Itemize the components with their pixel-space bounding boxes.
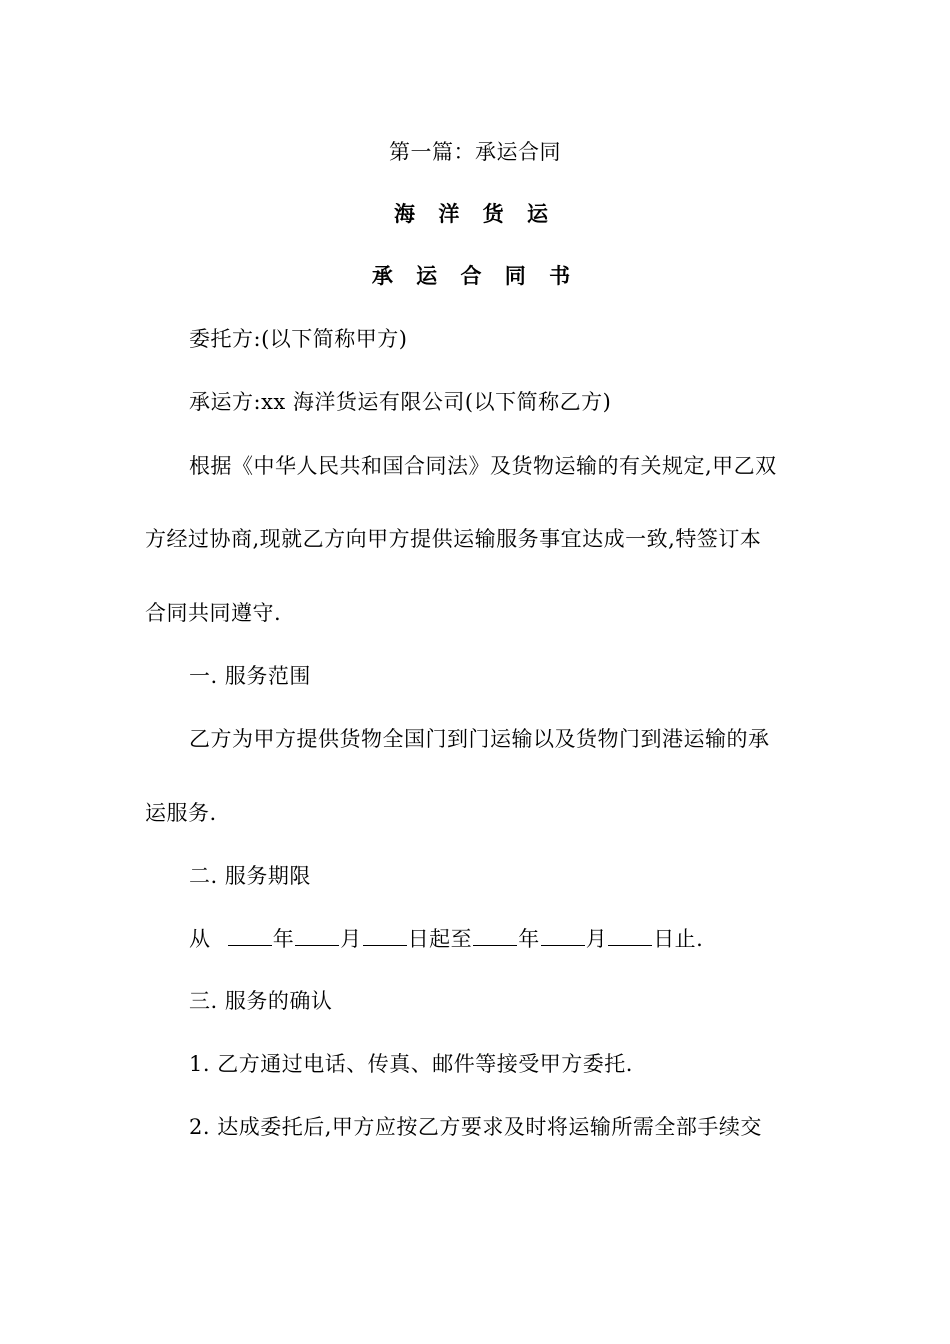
section2-heading: 二. 服务期限 [189, 864, 311, 888]
document-header: 第一篇：承运合同 [389, 140, 561, 164]
section3-item-2: 2. 达成委托后,甲方应按乙方要求及时将运输所需全部手续交 [189, 1115, 762, 1139]
end-month-label: 月 [585, 927, 608, 951]
end-year-blank[interactable] [473, 925, 517, 946]
preamble-line-1: 根据《中华人民共和国合同法》及货物运输的有关规定,甲乙双 [189, 454, 777, 478]
start-month-label: 月 [340, 927, 362, 951]
preamble-line-2: 方经过协商,现就乙方向甲方提供运输服务事宜达成一致,特签订本 [145, 527, 762, 551]
document-title-line2: 承 运 合 同 书 [371, 263, 579, 288]
preamble-line-3: 合同共同遵守. [145, 601, 282, 625]
start-year-label: 年 [272, 927, 295, 951]
start-day-label: 日起至 [407, 927, 473, 951]
end-day-label: 日止. [653, 927, 704, 951]
start-year-blank[interactable] [228, 925, 272, 946]
start-day-blank[interactable] [363, 925, 407, 946]
section1-heading: 一. 服务范围 [189, 664, 311, 688]
document-title-line1: 海 洋 货 运 [394, 201, 556, 226]
service-period-line [189, 925, 703, 953]
section1-text-line-2: 运服务. [145, 801, 217, 825]
end-month-blank[interactable] [541, 925, 585, 946]
section3-item-1: 1. 乙方通过电话、传真、邮件等接受甲方委托. [189, 1052, 633, 1076]
consignor-line: 委托方:(以下简称甲方) [189, 327, 408, 351]
end-year-label: 年 [518, 927, 540, 951]
section1-text-line-1: 乙方为甲方提供货物全国门到门运输以及货物门到港运输的承 [189, 727, 770, 751]
section3-heading: 三. 服务的确认 [189, 989, 333, 1013]
period-from-label: 从 [189, 927, 211, 951]
carrier-line: 承运方:xx 海洋货运有限公司(以下简称乙方) [189, 390, 612, 414]
end-day-blank[interactable] [608, 925, 652, 946]
start-month-blank[interactable] [295, 925, 339, 946]
